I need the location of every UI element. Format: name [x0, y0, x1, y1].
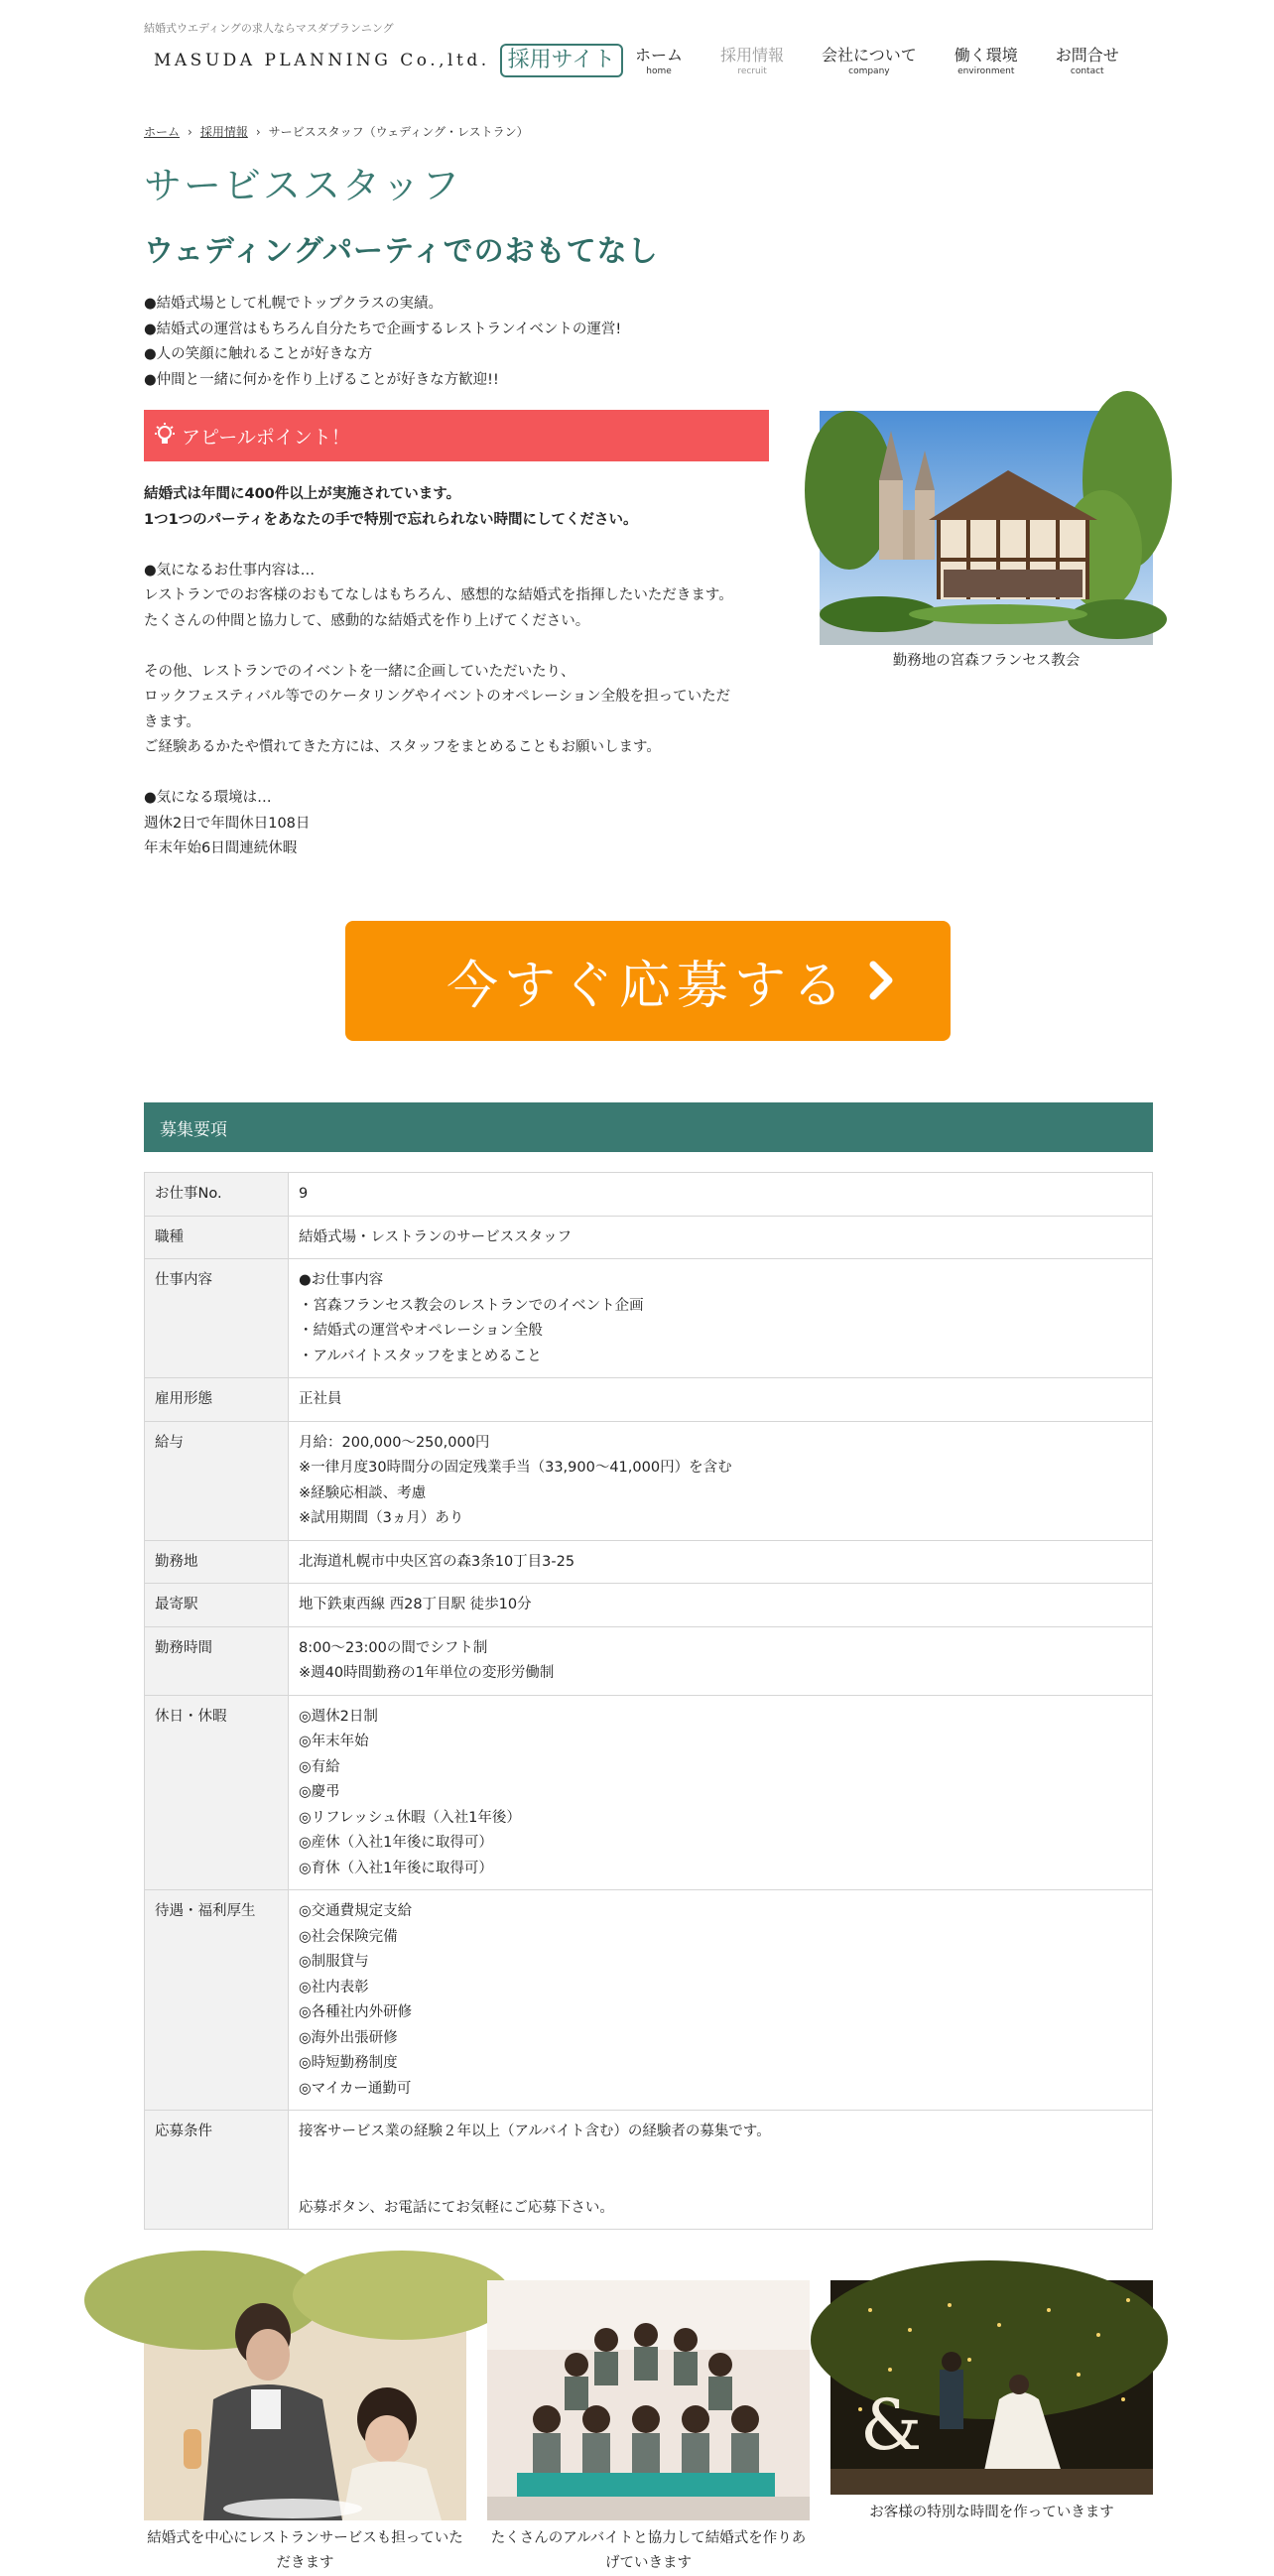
church-photo	[820, 411, 1153, 645]
lightbulb-icon	[154, 422, 176, 450]
site-tagline: 結婚式ウエディングの求人ならマスダプランニング	[144, 22, 394, 35]
table-value-line: 8:00～23:00の間でシフト制	[299, 1639, 488, 1656]
table-value	[289, 1378, 1153, 1422]
appeal-body	[144, 482, 779, 887]
table-value-line: ・宮森フランセス教会のレストランでのイベント企画	[299, 1297, 644, 1314]
appeal-line: 年末年始6日間連続休暇	[144, 840, 298, 856]
church-photo-caption: 勤務地の宮森フランセス教会	[892, 653, 1081, 669]
table-value-line: ※経験応相談、考慮	[299, 1484, 427, 1501]
table-value-line: ◎各種社内外研修	[299, 2004, 413, 2020]
nav-home[interactable]	[635, 46, 683, 77]
gallery-caption: お客様の特別な時間を作っていきます	[869, 2505, 1114, 2520]
gallery-photo-staff	[487, 2280, 810, 2524]
chevron-right-icon: ›	[188, 124, 192, 139]
appeal-paragraph-environment	[144, 786, 779, 862]
highlight-item: ●人の笑顔に触れることが好きな方	[144, 346, 373, 362]
nav-contact[interactable]	[1056, 46, 1119, 77]
table-row	[145, 1378, 1153, 1422]
table-value-line: ※週40時間勤務の1年単位の変形労働制	[299, 1665, 555, 1681]
nav-contact-label: お問合せ	[1055, 46, 1119, 64]
table-row	[145, 1626, 1153, 1695]
ampersand-sign: &	[860, 2384, 923, 2466]
table-key: 職種	[145, 1216, 289, 1259]
table-value-line: 結婚式場・レストランのサービススタッフ	[299, 1228, 573, 1245]
table-key: 応募条件	[145, 2111, 289, 2230]
table-value-line: ◎マイカー通勤可	[299, 2080, 412, 2097]
nav-company[interactable]	[822, 46, 917, 77]
page-subtitle: ウェディングパーティでのおもてなし	[144, 234, 659, 269]
appeal-line: 週休2日で年間休日108日	[144, 815, 311, 832]
appeal-lead-line: 1つ1つのパーティをあなたの手で特別で忘れられない時間にしてください。	[144, 511, 638, 528]
appeal-paragraph-work	[144, 559, 779, 635]
table-value-line: ◎時短勤務制度	[299, 2055, 398, 2071]
nav-home-sublabel: home	[646, 66, 672, 76]
table-value-line: ◎産休（入社1年後に取得可）	[299, 1835, 493, 1851]
table-row	[145, 1173, 1153, 1217]
table-value-line: ◎交通費規定支給	[299, 1903, 413, 1919]
requirements-heading: 募集要項	[144, 1102, 1153, 1152]
table-value-line	[299, 2170, 1142, 2196]
apply-now-label: 今すぐ応募する	[446, 957, 849, 1016]
gallery-item	[144, 2280, 466, 2576]
appeal-line: ご経験あるかたや慣れてきた方には、スタッフをまとめることもお願いします。	[144, 739, 661, 755]
appeal-line: ●気になるお仕事内容は…	[144, 562, 316, 579]
global-nav	[635, 46, 1157, 77]
table-value	[289, 1540, 1153, 1584]
nav-company-sublabel: company	[848, 66, 890, 76]
logo-badge: 採用サイト	[500, 44, 623, 77]
breadcrumb-recruit-link[interactable]: 採用情報	[199, 125, 248, 139]
table-key: 勤務時間	[145, 1626, 289, 1695]
table-value-line: 地下鉄東西線 西28丁目駅 徒歩10分	[299, 1597, 532, 1612]
table-row	[145, 2111, 1153, 2230]
table-key: 休日・休暇	[145, 1695, 289, 1890]
nav-recruit-label: 採用情報	[720, 46, 785, 64]
table-value-line: ◎週休2日制	[299, 1708, 378, 1725]
table-row	[145, 1540, 1153, 1584]
nav-environment-label: 働く環境	[954, 46, 1018, 64]
appeal-paragraph-other	[144, 660, 779, 761]
gallery-caption: 結婚式を中心にレストランサービスも担っていただきます	[147, 2530, 463, 2571]
table-value-line: ・アルバイトスタッフをまとめること	[299, 1348, 542, 1364]
appeal-heading-bar	[144, 410, 769, 461]
table-value-line: 月給：200,000～250,000円	[299, 1434, 490, 1451]
table-value-line: ・結婚式の運営やオペレーション全般	[299, 1323, 543, 1339]
table-value-line: ◎有給	[299, 1758, 340, 1775]
table-value	[289, 2111, 1153, 2230]
table-key: 待遇・福利厚生	[145, 1890, 289, 2111]
table-key: 勤務地	[145, 1540, 289, 1584]
table-row	[145, 1584, 1153, 1627]
table-value	[289, 1421, 1153, 1540]
table-key: お仕事No.	[145, 1173, 289, 1217]
table-value-line: ◎年末年始	[299, 1734, 369, 1749]
nav-environment[interactable]	[955, 46, 1018, 77]
nav-environment-sublabel: environment	[957, 66, 1015, 76]
table-row	[145, 1259, 1153, 1378]
appeal-lead	[144, 482, 779, 533]
table-key: 給与	[145, 1421, 289, 1540]
apply-now-button[interactable]	[345, 921, 951, 1041]
nav-company-label: 会社について	[822, 46, 917, 64]
breadcrumb-current: サービススタッフ（ウェディング・レストラン）	[268, 125, 529, 139]
table-value-line: 北海道札幌市中央区宮の森3条10丁目3-25	[299, 1553, 575, 1570]
appeal-lead-line: 結婚式は年間に400件以上が実施されています。	[144, 486, 461, 502]
highlight-item: ●結婚式場として札幌でトップクラスの実績。	[144, 296, 444, 312]
site-logo[interactable]	[154, 44, 623, 77]
page-title: サービススタッフ	[144, 164, 462, 207]
table-key: 最寄駅	[145, 1584, 289, 1627]
table-value-line: 9	[299, 1186, 309, 1202]
nav-home-label: ホーム	[635, 46, 684, 64]
table-row	[145, 1421, 1153, 1540]
table-key: 雇用形態	[145, 1378, 289, 1422]
table-row	[145, 1695, 1153, 1890]
appeal-line: ●気になる環境は…	[144, 790, 272, 806]
appeal-line: レストランでのお客様のおもてなしはもちろん、感想的な結婚式を指揮したいただきます。	[144, 587, 733, 603]
appeal-heading: アピールポイント！	[182, 426, 350, 449]
gallery-caption: たくさんのアルバイトと協力して結婚式を作りあげていきます	[490, 2530, 807, 2571]
appeal-line: その他、レストランでのイベントを一緒に企画していただいたり、	[144, 663, 575, 680]
table-key: 仕事内容	[145, 1259, 289, 1378]
table-value-line: ◎慶弔	[299, 1784, 340, 1800]
photo-gallery	[144, 2280, 1153, 2576]
table-value	[289, 1173, 1153, 1217]
table-value-line: ◎リフレッシュ休暇（入社1年後）	[299, 1809, 521, 1826]
table-value-line: ◎制服貸与	[299, 1954, 369, 1970]
nav-recruit-sublabel: recruit	[737, 66, 767, 76]
chevron-right-icon: ›	[255, 124, 261, 139]
table-value-line: 応募ボタン、お電話にてお気軽にご応募下さい。	[299, 2199, 614, 2216]
gallery-photo-garden	[830, 2280, 1153, 2499]
table-value	[289, 1890, 1153, 2111]
table-value-line: ※試用期間（3ヵ月）あり	[299, 1510, 464, 1526]
table-value-line: ●お仕事内容	[299, 1272, 384, 1288]
table-value	[289, 1259, 1153, 1378]
gallery-photo-restaurant	[144, 2280, 466, 2524]
table-value-line: 正社員	[299, 1391, 342, 1407]
table-value-line: ◎海外出張研修	[299, 2029, 398, 2046]
nav-contact-sublabel: contact	[1070, 66, 1104, 76]
table-value-line: ◎育休（入社1年後に取得可）	[299, 1860, 493, 1876]
appeal-line: きます。	[144, 713, 200, 730]
table-value	[289, 1216, 1153, 1259]
gallery-item	[830, 2280, 1153, 2576]
breadcrumb-home-link[interactable]: ホーム	[144, 125, 181, 139]
requirements-table	[144, 1172, 1153, 2230]
table-value-line: 接客サービス業の経験２年以上（アルバイト含む）の経験者の募集です。	[299, 2124, 771, 2139]
table-value-line: ◎社内表彰	[299, 1979, 369, 1996]
nav-recruit[interactable]	[720, 46, 784, 77]
table-value	[289, 1584, 1153, 1627]
appeal-line: ロックフェスティバル等でのケータリングやイベントのオペレーション全般を担っていただ	[144, 689, 731, 705]
highlight-item: ●仲間と一緒に何かを作り上げることが好きな方歓迎!!	[144, 371, 499, 388]
table-value	[289, 1626, 1153, 1695]
table-value-line: ※一律月度30時間分の固定残業手当（33,900～41,000円）を含む	[299, 1460, 732, 1476]
table-row	[145, 1216, 1153, 1259]
breadcrumb	[144, 123, 529, 140]
highlight-item: ●結婚式の運営はもちろん自分たちで企画するレストランイベントの運営!	[144, 321, 622, 337]
chevron-right-icon	[859, 957, 901, 1004]
appeal-line: たくさんの仲間と協力して、感動的な結婚式を作り上げてください。	[144, 612, 590, 629]
gallery-item	[487, 2280, 810, 2576]
table-value-line: ◎社会保険完備	[299, 1928, 398, 1945]
table-row	[145, 1890, 1153, 2111]
table-value-line	[299, 2145, 1142, 2171]
highlight-list	[144, 292, 621, 393]
table-value	[289, 1695, 1153, 1890]
logo-text: MASUDA PLANNING Co.,ltd.	[154, 51, 490, 70]
